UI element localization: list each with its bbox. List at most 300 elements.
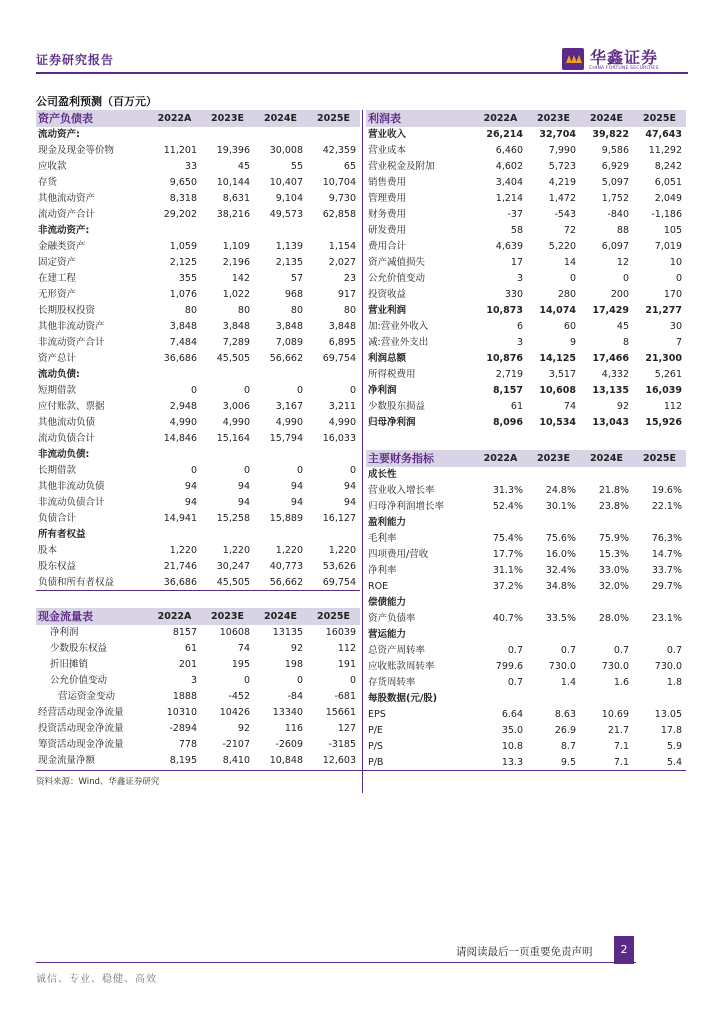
cell-value: 52.4%	[492, 501, 523, 512]
cell-value: 34.8%	[545, 581, 576, 592]
footer-rule	[36, 962, 636, 963]
table-row	[36, 511, 360, 527]
cell-value: 94	[237, 481, 250, 492]
cell-value: 6.64	[501, 709, 523, 720]
cell-value: -452	[228, 691, 250, 702]
cell-value: 26.9	[554, 725, 576, 736]
row-label: 流动负债合计	[38, 433, 96, 444]
page-caption: 公司盈利预测（百万元）	[36, 95, 157, 108]
cell-value: 7,089	[275, 337, 303, 348]
cell-value: 17,429	[592, 305, 629, 316]
cell-value: 94	[290, 497, 303, 508]
year-header: 2024E	[580, 110, 633, 127]
cell-value: 330	[504, 289, 523, 300]
cell-value: 730.0	[601, 661, 629, 672]
cell-value: 0	[296, 385, 303, 396]
cell-value	[254, 447, 307, 463]
cell-value: 23	[343, 273, 356, 284]
cell-value: 0	[243, 385, 250, 396]
cell-value: 40.7%	[492, 613, 523, 624]
table-row	[366, 723, 686, 739]
footer-motto: 诚信、专业、稳健、高效	[36, 974, 157, 985]
cell-value: 69,754	[322, 353, 356, 364]
cell-value: 6	[516, 321, 523, 332]
cell-value: 17.7%	[492, 549, 523, 560]
cell-value: 4,990	[222, 417, 250, 428]
cell-value: 92	[616, 401, 629, 412]
cell-value: 56,662	[269, 353, 303, 364]
cell-value: 0	[190, 385, 197, 396]
cell-value	[580, 515, 633, 531]
row-label: P/S	[368, 741, 383, 752]
row-label: 所有者权益	[38, 529, 86, 540]
cell-value: 11,292	[648, 145, 682, 156]
table-title: 现金流量表	[36, 608, 148, 625]
cell-value: 10426	[219, 707, 250, 718]
cell-value: 1,139	[275, 241, 303, 252]
table-row	[36, 625, 360, 641]
cell-value: 198	[284, 659, 303, 670]
row-label: 净利润	[50, 627, 79, 638]
cell-value: 8,157	[492, 385, 523, 396]
table-row	[36, 415, 360, 431]
cashflow-table	[36, 608, 360, 769]
cell-value: 10,848	[269, 755, 303, 766]
table-row	[366, 611, 686, 627]
table-row	[36, 255, 360, 271]
cell-value: -543	[554, 209, 576, 220]
cell-value: 12	[616, 257, 629, 268]
table-row	[366, 255, 686, 271]
row-label: 非流动负债:	[38, 449, 90, 460]
cell-value: 15,258	[216, 513, 250, 524]
row-label: 股东权益	[38, 561, 77, 572]
cell-value	[474, 627, 527, 643]
cell-value: 74	[237, 643, 250, 654]
cell-value: 7,019	[654, 241, 682, 252]
cell-value	[474, 691, 527, 707]
cell-value	[307, 223, 360, 239]
cell-value: 92	[290, 643, 303, 654]
cell-value: 94	[343, 497, 356, 508]
cell-value: 0.7	[507, 677, 523, 688]
cell-value: 61	[184, 643, 197, 654]
cell-value: 0	[296, 675, 303, 686]
table-row	[36, 335, 360, 351]
cell-value: 1,220	[328, 545, 356, 556]
cell-value: 2,027	[328, 257, 356, 268]
cell-value: 3,848	[328, 321, 356, 332]
row-label: EPS	[368, 709, 386, 720]
cell-value	[580, 691, 633, 707]
row-label: 在建工程	[38, 273, 77, 284]
row-label: 四项费用/营收	[368, 549, 429, 560]
table-row	[36, 271, 360, 287]
cell-value: 730.0	[654, 661, 682, 672]
row-label: 财务费用	[368, 209, 407, 220]
row-label: 应收款	[38, 161, 67, 172]
cell-value: 170	[663, 289, 682, 300]
cell-value: 1,022	[222, 289, 250, 300]
cell-value: 38,216	[216, 209, 250, 220]
cell-value	[527, 595, 580, 611]
cell-value: -3185	[328, 739, 356, 750]
table-row	[36, 689, 360, 705]
cell-value: 4,219	[548, 177, 576, 188]
financial-ratios-table	[366, 450, 686, 771]
row-label: 非流动资产:	[38, 225, 90, 236]
cell-value: 0	[349, 385, 356, 396]
cell-value: 3,006	[222, 401, 250, 412]
cell-value: 3,848	[169, 321, 197, 332]
cell-value: 4,990	[169, 417, 197, 428]
cell-value: 13340	[272, 707, 303, 718]
row-label: 流动资产:	[38, 129, 80, 140]
row-label: 公允价值变动	[50, 675, 108, 686]
row-label: P/B	[368, 757, 384, 768]
cell-value: -2894	[169, 723, 197, 734]
row-label: ROE	[368, 581, 389, 592]
column-divider	[362, 110, 363, 793]
cell-value: 31.1%	[492, 565, 523, 576]
row-label: P/E	[368, 725, 383, 736]
cell-value: 33.5%	[545, 613, 576, 624]
table-row	[366, 515, 686, 531]
cell-value	[633, 691, 686, 707]
row-label: 存货周转率	[368, 677, 416, 688]
row-label: 净利润	[368, 385, 397, 396]
table-row	[366, 675, 686, 691]
cell-value: 9	[569, 337, 576, 348]
cell-value: 778	[178, 739, 197, 750]
cell-value: 17,466	[592, 353, 629, 364]
table-row	[36, 721, 360, 737]
row-label: 营运能力	[368, 629, 407, 640]
cell-value: 30.1%	[545, 501, 576, 512]
balance-sheet-table	[36, 110, 360, 591]
cell-value: 6,929	[601, 161, 629, 172]
row-label: 流动资产合计	[38, 209, 96, 220]
row-label: 应付账款、票据	[38, 401, 105, 412]
cell-value: 5,261	[654, 369, 682, 380]
row-label: 公允价值变动	[368, 273, 426, 284]
cell-value: 2,719	[495, 369, 523, 380]
table-row	[36, 527, 360, 543]
cell-value	[527, 627, 580, 643]
cell-value: 8	[622, 337, 629, 348]
row-label: 营业利润	[368, 305, 407, 316]
cell-value: 37.2%	[492, 581, 523, 592]
cell-value: 14.7%	[651, 549, 682, 560]
table-row	[36, 463, 360, 479]
cell-value: 32.0%	[598, 581, 629, 592]
row-label: 现金及现金等价物	[38, 145, 115, 156]
cell-value: 0.7	[507, 645, 523, 656]
cell-value: 15,164	[216, 433, 250, 444]
table-row	[366, 499, 686, 515]
table-row	[366, 483, 686, 499]
table-row	[366, 207, 686, 223]
cell-value	[307, 127, 360, 143]
cell-value: 0	[349, 675, 356, 686]
cell-value: -1,186	[651, 209, 682, 220]
cell-value: 200	[610, 289, 629, 300]
table-row	[366, 143, 686, 159]
row-label: 投资活动现金净流量	[38, 723, 124, 734]
hx-logo-icon	[562, 48, 584, 70]
cell-value: 3	[190, 675, 197, 686]
cell-value: 49,573	[269, 209, 303, 220]
cell-value	[254, 367, 307, 383]
cell-value	[580, 595, 633, 611]
table-row	[36, 673, 360, 689]
brand-name-en: CHINA FORTUNE SECURITIES	[589, 66, 659, 71]
cell-value: 1.6	[613, 677, 629, 688]
cell-value: 0	[190, 465, 197, 476]
cell-value: 3,167	[275, 401, 303, 412]
table-row	[36, 191, 360, 207]
table-row	[36, 495, 360, 511]
cell-value: 45	[237, 161, 250, 172]
cell-value: 1,059	[169, 241, 197, 252]
cell-value: 14,074	[539, 305, 576, 316]
cell-value: 42,359	[322, 145, 356, 156]
cell-value: 75.6%	[545, 533, 576, 544]
cell-value: 7,484	[169, 337, 197, 348]
row-label: 研发费用	[368, 225, 407, 236]
cell-value: 0.7	[666, 645, 682, 656]
cell-value: 7.1	[613, 741, 629, 752]
cell-value	[201, 447, 254, 463]
cell-value: 75.9%	[598, 533, 629, 544]
year-header: 2022A	[148, 608, 201, 625]
cell-value: -37	[507, 209, 523, 220]
year-header: 2023E	[201, 608, 254, 625]
cell-value: 32.4%	[545, 565, 576, 576]
cell-value: 16.0%	[545, 549, 576, 560]
cell-value: 201	[178, 659, 197, 670]
cell-value: 112	[337, 643, 356, 654]
year-header: 2025E	[633, 110, 686, 127]
cell-value: 19,396	[216, 145, 250, 156]
cell-value: 10,704	[322, 177, 356, 188]
row-label: 筹资活动现金净流量	[38, 739, 124, 750]
cell-value: 1,154	[328, 241, 356, 252]
cell-value: 8,096	[492, 417, 523, 428]
cell-value: 9,650	[169, 177, 197, 188]
table-row	[366, 691, 686, 707]
row-label: 股本	[38, 545, 58, 556]
row-label: 其他流动资产	[38, 193, 96, 204]
cell-value	[474, 595, 527, 611]
table-row	[366, 175, 686, 191]
report-type-label: 证券研究报告	[36, 53, 115, 67]
cell-value: 26,214	[486, 129, 523, 140]
row-label: 非流动资产合计	[38, 337, 105, 348]
cell-value: 45,505	[216, 577, 250, 588]
year-header: 2024E	[580, 450, 633, 467]
table-row	[366, 367, 686, 383]
table-row	[36, 543, 360, 559]
table-row	[366, 415, 686, 431]
table-row	[36, 223, 360, 239]
cell-value: 8,631	[222, 193, 250, 204]
row-label: 营业收入增长率	[368, 485, 435, 496]
cell-value: 8,318	[169, 193, 197, 204]
cell-value: 80	[343, 305, 356, 316]
cell-value: 4,990	[275, 417, 303, 428]
cell-value: 2,948	[169, 401, 197, 412]
cell-value: 72	[563, 225, 576, 236]
cell-value: 32,704	[539, 129, 576, 140]
cell-value: 61	[510, 401, 523, 412]
cell-value: 14,941	[163, 513, 197, 524]
cell-value: 21.7	[607, 725, 629, 736]
table-row	[366, 351, 686, 367]
cell-value: 3,848	[222, 321, 250, 332]
row-label: 成长性	[368, 469, 397, 480]
cell-value: 1,214	[495, 193, 523, 204]
row-label: 非流动负债合计	[38, 497, 105, 508]
cell-value: 94	[290, 481, 303, 492]
cell-value: 1,472	[548, 193, 576, 204]
cell-value: 5,097	[601, 177, 629, 188]
cell-value: 15,794	[269, 433, 303, 444]
row-label: 负债合计	[38, 513, 77, 524]
cell-value: 799.6	[495, 661, 523, 672]
cell-value: 39,822	[592, 129, 629, 140]
cell-value: 1,220	[275, 545, 303, 556]
cell-value	[148, 127, 201, 143]
table-row	[36, 319, 360, 335]
cell-value: 45,505	[216, 353, 250, 364]
cell-value: 6,097	[601, 241, 629, 252]
cell-value	[254, 527, 307, 543]
cell-value: 3,404	[495, 177, 523, 188]
table-row	[366, 755, 686, 771]
cell-value: 24.8%	[545, 485, 576, 496]
row-label: 经营活动现金净流量	[38, 707, 124, 718]
cell-value: 29,202	[163, 209, 197, 220]
cell-value: 10	[669, 257, 682, 268]
cell-value: 3,848	[275, 321, 303, 332]
cell-value: 16,127	[322, 513, 356, 524]
table-row	[366, 739, 686, 755]
cell-value: 191	[337, 659, 356, 670]
table-row	[366, 319, 686, 335]
table-row	[366, 127, 686, 143]
table-title: 资产负债表	[36, 110, 148, 127]
cell-value: 58	[510, 225, 523, 236]
table-row	[36, 367, 360, 383]
cell-value: 16039	[325, 627, 356, 638]
year-header: 2025E	[307, 110, 360, 127]
row-label: 折旧摊销	[50, 659, 89, 670]
cell-value: 4,990	[328, 417, 356, 428]
row-label: 应收账款周转率	[368, 661, 435, 672]
cell-value	[254, 127, 307, 143]
cell-value: 62,858	[322, 209, 356, 220]
row-label: 管理费用	[368, 193, 407, 204]
cell-value: 53,626	[322, 561, 356, 572]
cell-value: 31.3%	[492, 485, 523, 496]
row-label: 现金流量净额	[38, 755, 96, 766]
cell-value: 10310	[166, 707, 197, 718]
cell-value: 74	[563, 401, 576, 412]
cell-value: 2,196	[222, 257, 250, 268]
cell-value: 3	[516, 273, 523, 284]
cell-value: 6,895	[328, 337, 356, 348]
cell-value: 33.0%	[598, 565, 629, 576]
cell-value: 22.1%	[651, 501, 682, 512]
cell-value: 8,410	[222, 755, 250, 766]
cell-value: 968	[284, 289, 303, 300]
table-row	[366, 303, 686, 319]
row-label: 资产总计	[38, 353, 77, 364]
cell-value: 0	[569, 273, 576, 284]
table-row	[36, 159, 360, 175]
cell-value: 6,051	[654, 177, 682, 188]
cell-value: 57	[290, 273, 303, 284]
table-row	[36, 127, 360, 143]
cell-value: 195	[231, 659, 250, 670]
year-header: 2024E	[254, 110, 307, 127]
cell-value: 33	[184, 161, 197, 172]
cell-value: 1.8	[666, 677, 682, 688]
row-label: 归母净利润增长率	[368, 501, 445, 512]
cell-value	[633, 595, 686, 611]
cell-value: 8,195	[169, 755, 197, 766]
cell-value: 3,211	[328, 401, 356, 412]
table-row	[36, 479, 360, 495]
cell-value: -681	[334, 691, 356, 702]
table-row	[366, 643, 686, 659]
cell-value: -84	[287, 691, 303, 702]
row-label: 所得税费用	[368, 369, 416, 380]
cell-value: 80	[237, 305, 250, 316]
cell-value: 80	[290, 305, 303, 316]
row-label: 其他非流动资产	[38, 321, 105, 332]
cell-value: 80	[184, 305, 197, 316]
cell-value: 17	[510, 257, 523, 268]
table-title: 主要财务指标	[366, 450, 474, 467]
cell-value	[527, 467, 580, 483]
row-label: 营业收入	[368, 129, 407, 140]
cell-value: 23.1%	[651, 613, 682, 624]
cell-value: 10608	[219, 627, 250, 638]
cell-value	[201, 527, 254, 543]
cell-value: 2,049	[654, 193, 682, 204]
table-row	[36, 575, 360, 591]
cell-value: 19.6%	[651, 485, 682, 496]
cell-value: 1,109	[222, 241, 250, 252]
row-label: 资产负债率	[368, 613, 416, 624]
row-label: 金融类资产	[38, 241, 86, 252]
cell-value: 33.7%	[651, 565, 682, 576]
cell-value	[254, 223, 307, 239]
cell-value: 8.63	[554, 709, 576, 720]
table-row	[366, 467, 686, 483]
cell-value: 13,135	[592, 385, 629, 396]
cell-value: 5,723	[548, 161, 576, 172]
table-row	[366, 399, 686, 415]
table-row	[366, 627, 686, 643]
cell-value: 8.7	[560, 741, 576, 752]
cell-value: 116	[284, 723, 303, 734]
table-row	[366, 159, 686, 175]
cell-value: 142	[231, 273, 250, 284]
cell-value: 14,125	[539, 353, 576, 364]
